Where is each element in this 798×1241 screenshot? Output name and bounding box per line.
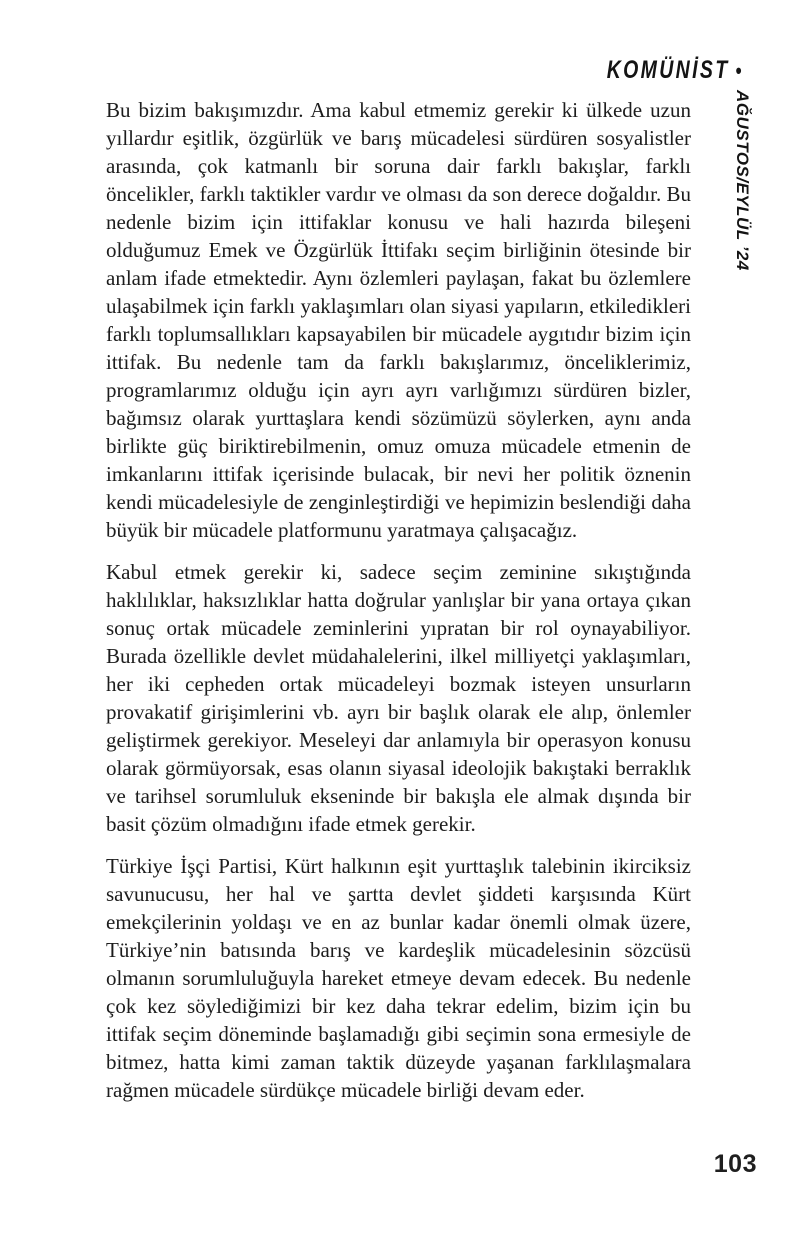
article-paragraph: Türkiye İşçi Partisi, Kürt halkının eşit yurttaşlık talebinin ikirciksiz savunucusu, her hal ve şartta devlet şiddeti karşısında Kürt emekçilerinin yoldaşı ve en az bunlar kadar önemli olmak üzere, Türkiye’nin batısında barış ve kardeşlik mücadelesinin sözcüsü olmanın sorumluluğuyla hareket etmeye devam edecek. Bu nedenle çok kez söylediğimizi bir kez daha tekrar edelim, bizim için bu ittifak seçim döneminde başlamadığı gibi seçimin sona ermesiyle de bitmez, hatta kimi zaman taktik düzeyde yaşanan farklılaşmalara rağmen mücadele sürdükçe mücadele birliği devam eder. [106, 854, 691, 1102]
masthead [607, 56, 744, 85]
issue-date-vertical: AĞUSTOS/EYLÜL ’24 [733, 90, 752, 271]
article-body [106, 96, 691, 1118]
article-paragraph: Bu bizim bakışımızdır. Ama kabul etmemiz gerekir ki ülkede uzun yıllardır eşitlik, özgürlük ve barış mücadelesi sürdüren sosyalistler arasında, çok katmanlı bir soruna dair farklı bakışlar, farklı öncelikler, farklı taktikler vardır ve olması da son derece doğaldır. Bu nedenle bizim için ittifaklar konusu ve hali hazırda bileşeni olduğumuz Emek ve Özgürlük İttifakı seçim birliğinin ötesinde bir anlam ifade etmektedir. Aynı özlemleri paylaşan, fakat bu özlemlere ulaşabilmek için farklı yaklaşımları olan siyasi yapıların, etkiledikleri farklı toplumsallıkları kapsayabilen bir mücadele aygıtıdır bizim için ittifak. Bu nedenle tam da farklı bakışlarımız, önceliklerimiz, programlarımız olduğu için ayrı ayrı varlığımızı sürdüren bizler, bağımsız olarak yurttaşlara kendi sözümüzü söylerken, aynı anda birlikte güç biriktirebilmenin, omuz omuza mücadele etmenin de imkanlarını ittifak içerisinde bulacak, bir nevi her politik öznenin kendi mücadelesiyle de zenginleştirdiği ve hepimizin beslendiği daha büyük bir mücadele platformunu yaratmaya çalışacağız. [106, 98, 691, 542]
page-number: 103 [713, 1150, 757, 1178]
bullet-icon: • [735, 58, 744, 83]
article-paragraph: Kabul etmek gerekir ki, sadece seçim zeminine sıkıştığında haklılıklar, haksızlıklar hatta doğrular yanlışlar bir yana ortaya çıkan sonuç ortak mücadele zeminlerini yıpratan bir rol oynayabiliyor. Burada özellikle devlet müdahalelerini, ilkel milliyetçi yaklaşımları, her iki cepheden ortak mücadeleyi bozmak isteyen unsurların provakatif girişimlerini vb. ayrı bir başlık olarak ele alıp, önlemler geliştirmek gerekiyor. Meseleyi dar anlamıyla bir operasyon konusu olarak görmüyorsak, esas olanın siyasal ideolojik bakıştaki berraklık ve tarihsel sorumluluk ekseninde bir bakışla ele almak dışında bir basit çözüm olmadığını ifade etmek gerekir. [106, 560, 691, 836]
journal-title: KOMÜNİST [606, 56, 730, 84]
